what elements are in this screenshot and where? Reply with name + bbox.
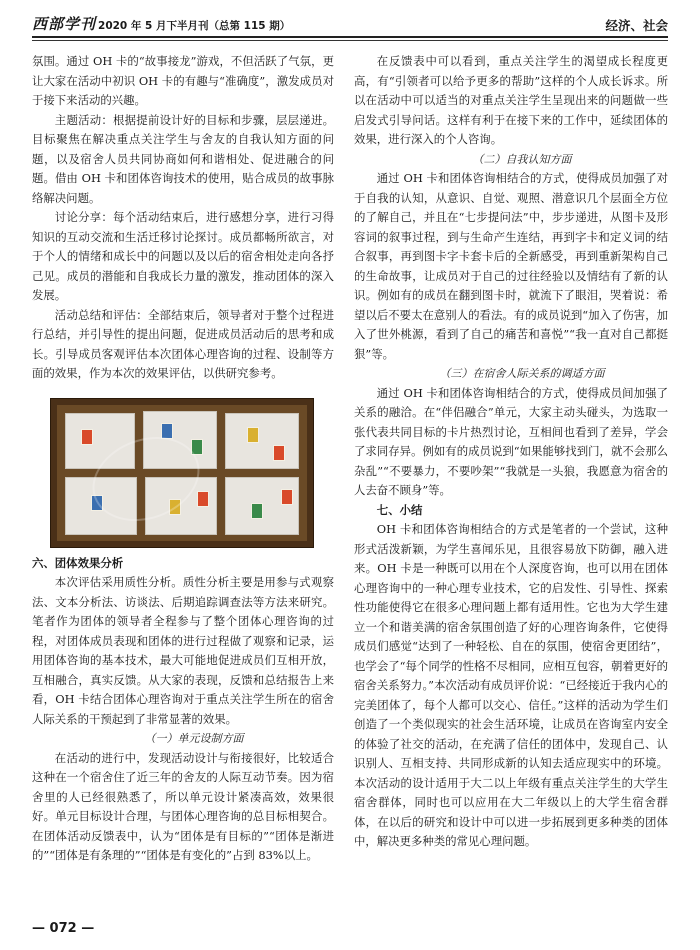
paragraph: 主题活动：根据提前设计好的目标和步骤，层层递进。目标聚焦在解决重点关注学生与舍友的自我认知方面的问题，以及宿舍人员共同协商如何和谐相处、促进融合的问题。借由 OH 卡和团体咨询技术的使用，贴合成员的故事脉络解决问题。 [32,112,334,205]
page-number: — 072 — [32,921,95,936]
photo-card [281,489,293,505]
photo-card [273,445,285,461]
paragraph: 讨论分享：每个活动结束后，进行感想分享，进行习得知识的互动交流和生活迁移讨论探讨。成员都畅所欲言，对于个人的情绪和成长中的问题以及以后的宿舍相处走向各抒己见。成员的潜能和自我成长力量的激发，推动团体的深入发展。 [32,210,334,302]
right-column [354,52,668,852]
photo-card [247,427,259,443]
photo-card [81,429,93,445]
photo-card [197,491,209,507]
paragraph: 通过 OH 卡和团体咨询相结合的方式，使得成员加强了对于自我的认知，从意识、自觉、观照、潜意识几个层面全方位的了解自己，并且在“七步提问法”中，步步递进，从图卡及形容词的叙事过程，到与生命产生连结，再到字卡和定义词的结合叙事，再到图卡字卡套卡后的全新感受，再到重新架构自己的生命故事，让成员对于自己的过往经验以及情结有了新的认识。例如有的成员在翻到图卡时，就流下了眼泪，哭着说：希望以后不要太在意别人的看法。有的成员说到“加入了伤害，加入了世外桃源，看到了自己的痛苦和喜悦”“我一直对自己都挺狠”等。 [354,171,668,361]
journal-name: 西部学刊 [32,15,97,33]
header-rule-thin [32,40,668,41]
paragraph: 通过 OH 卡和团体咨询相结合的方式，使得成员间加强了关系的融洽。在“伴侣融合”单元，大家主动头碰头，为选取一张代表共同目标的卡片热烈讨论，互相间也看到了差异，学会了求同存异。例如有的成员说到“如果能够找到门，就不会那么杂乱”“不要暴力，不要吵架”“我就是一头狼，我愿意为宿舍的人去奋不顾身”等。 [354,385,668,497]
paragraph: 氛围。通过 OH 卡的“故事接龙”游戏，不但活跃了气氛，更让大家在活动中初识 OH 卡的有趣与“准确度”，激发成员对于接下来活动的兴趣。 [32,54,334,107]
issue-info: 2020 年 5 月下半月刊（总第 115 期） [98,20,291,32]
section-heading: 六、团体效果分析 [32,555,124,570]
paragraph: OH 卡和团体咨询相结合的方式是笔者的一个尝试，这种形式活泼新颖，为学生喜闻乐见，且很容易放下防御，融入进来。OH 卡是一种既可以用在个人深度咨询，也可以用在团体心理咨询中的一种心理专业技术，它的启发性、引导性、探索性功能使得它在很多心理问题上都有适用性。它也为大学生建立一个和谐美满的宿舍氛围创造了好的心理咨询条件，它使得成员们感觉“达到了一种轻松、自在的氛围，使宿舍更团结”，也学会了“每个同学的性格不尽相同，应相互包容，朝着更好的宿舍关系努力。”本次活动有成员评价说：“已经接近于我内心的完美团体了，每个人都可以交心、信任。”这样的活动为学生们创造了一个类似现实的社会生活环境，让成员在咨询室内安全的体验了社交的活动，在充满了信任的团体中，发现自己、认识别人、互相支持、共同形成新的认知去适应现实中的环境。本次活动的设计适用于大二以上年级有重点关注学生的大学生宿舍群体，同时也可以应用在大二年级以上的大学生宿舍群体，在以后的研究和设计中可以进一步拓展到更多种类的团体中，解决更多种类的常见心理问题。 [354,522,668,848]
section-title: 经济、社会 [605,18,668,33]
photo-sheet [225,413,299,469]
paragraph: 活动总结和评估：全部结束后，领导者对于整个过程进行总结，并引导性的提出问题，促进成员活动后的思考和成长。引导成员客观评估本次团体心理咨询的过程、设制等方面的效果，作为本次的效果评估，以供研究参考。 [32,307,334,380]
subsection-heading: （三）在宿舍人际关系的调适方面 [439,367,605,380]
paragraph: 在反馈表中可以看到，重点关注学生的渴望成长程度更高，有“引领者可以给予更多的帮助”这样的个人成长诉求。所以在活动中可以适当的对重点关注学生呈现出来的问题做一些启发式引导问话。这样有利于在接下来的工作中，延续团体的效果，进行深入的个人咨询。 [354,54,668,146]
photo-card [251,503,263,519]
activity-photo [50,398,314,548]
subsection-heading: （二）自我认知方面 [472,152,572,166]
subsection-heading: （一）单元设制方面 [144,732,244,745]
header-rule-thick [32,36,668,38]
header-left [32,13,290,34]
paragraph: 本次评估采用质性分析。质性分析主要是用参与式观察法、文本分析法、访谈法、后期追踪调查法等方法来研究。笔者作为团体的领导者全程参与了整个团体心理咨询的过程，对团体成员表现和团体的进行过程做了观察和记录，运用团体咨询的基本技术，最大可能地促进成员们互相开放，互相融合，真实反馈。从大家的表现，反馈和总结报告上来看，OH 卡结合团体心理咨询对于重点关注学生所在的宿舍人际关系的干预起到了非常显著的效果。 [32,575,334,726]
paragraph: 在活动的进行中，发现活动设计与衔接很好，比较适合这种在一个宿舍住了近三年的舍友的人际互动节奏。因为宿舍里的人已经很熟悉了，所以单元设计紧凑高效，效果很好。单元目标设计合理，与团体心理咨询的总目标相契合。在团体活动反馈表中，认为“团体是有目标的”“团体是渐进的”“团体是有条理的”“团体是有变化的”占到 83%以上。 [32,750,334,862]
left-column [32,52,334,866]
page-header [32,12,668,34]
section-heading: 七、小结 [376,502,423,517]
